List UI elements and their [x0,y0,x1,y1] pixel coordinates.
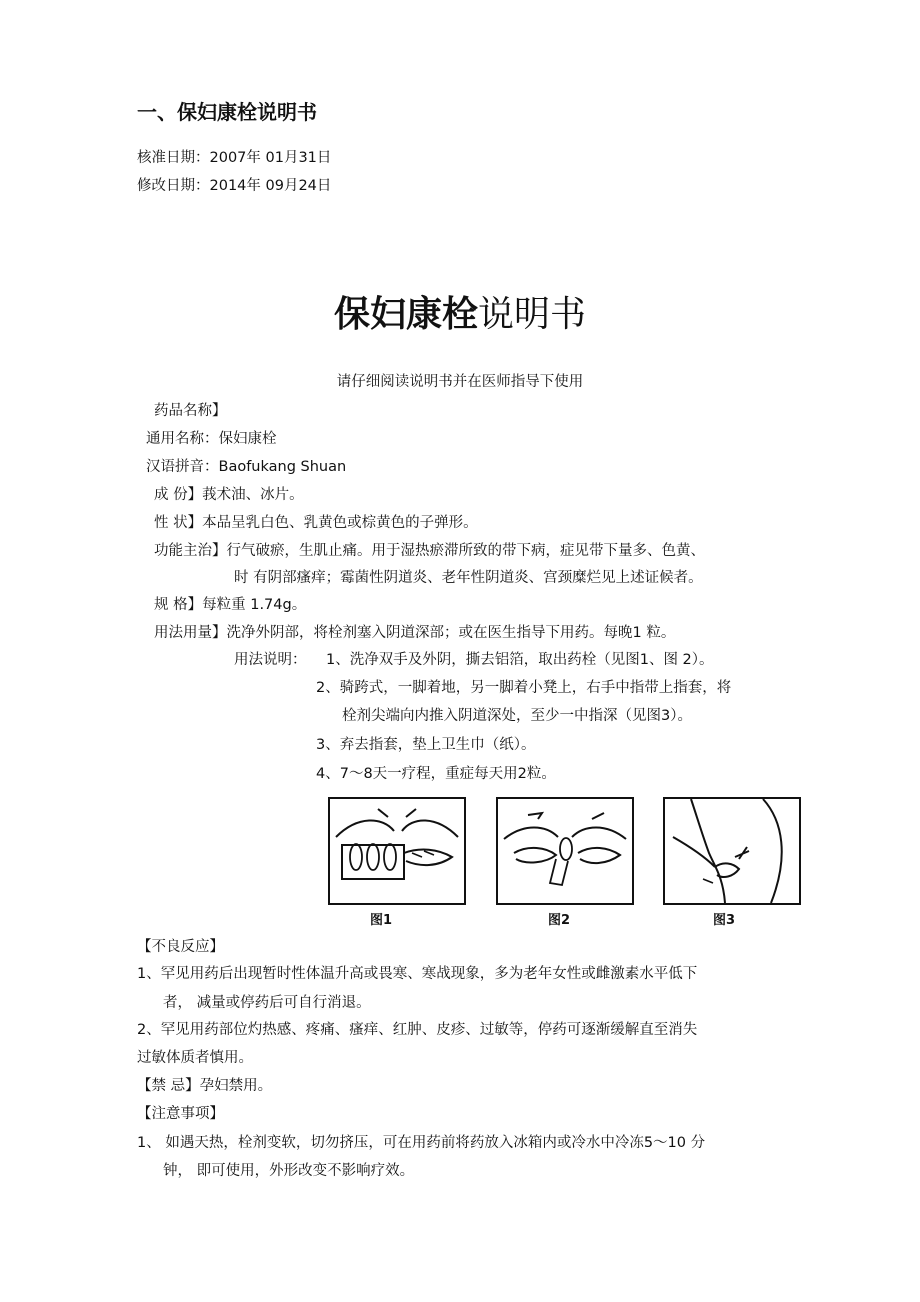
usage-step-1: 1、洗净双手及外阴，撕去铝箔，取出药栓（见图1、图 2）。 [326,652,714,668]
usage-step-4: 4、7～8天一疗程，重症每天用2粒。 [316,766,556,782]
usage-step-3: 3、弃去指套，垫上卫生巾（纸）。 [316,737,536,753]
generic-name: 通用名称：保妇康栓 [146,431,277,447]
indications-line1: 功能主治】行气破瘀，生肌止痛。用于湿热瘀滞所致的带下病，症见带下量多、色黄、 [154,543,705,559]
usage-step-2-line1: 2、骑跨式，一脚着地，另一脚着小凳上，右手中指带上指套，将 [316,680,732,696]
document-title-bold: 保妇康栓 [333,294,478,335]
approval-date: 核准日期：2007年 01月31日 [137,150,332,166]
precaution-item-1-line1: 1、 如遇天热，栓剂变软，切勿挤压，可在用药前将药放入冰箱内或冷水中冷冻5～10 分 [137,1135,706,1151]
section-title: 一、保妇康栓说明书 [137,100,317,124]
figure-1 [328,797,466,928]
usage-figures [0,797,920,932]
drug-name-header: 药品名称】 [154,403,227,419]
usage-step-2-line2: 栓剂尖端向内推入阴道深处，至少一中指深（见图3）。 [342,708,692,724]
dosage: 用法用量】洗净外阴部，将栓剂塞入阴道深部；或在医生指导下用药。每晚1 粒。 [154,625,676,641]
figure-3-illustration [663,797,801,905]
precautions-header: 【注意事项】 [137,1106,224,1122]
properties: 性 状】本品呈乳白色、乳黄色或棕黄色的子弹形。 [154,515,478,531]
figure-3-label: 图3 [713,913,736,928]
adverse-item-1-line1: 1、罕见用药后出现暂时性体温升高或畏寒、寒战现象，多为老年女性或雌激素水平低下 [137,966,698,982]
figure-2-label: 图2 [548,913,571,928]
figure-1-label: 图1 [370,913,393,928]
usage-header: 用法说明： [234,652,307,668]
adverse-item-2-line1: 2、罕见用药部位灼热感、疼痛、瘙痒、红肿、皮疹、过敏等，停药可逐渐缓解直至消失 [137,1022,698,1038]
document-title-rest: 说明书 [478,294,587,335]
figure-2-illustration [496,797,634,905]
indications-line2: 时 有阴部瘙痒；霉菌性阴道炎、老年性阴道炎、宫颈糜烂见上述证候者。 [234,570,703,586]
document-title [0,286,920,337]
figure-3 [663,797,801,928]
subtitle: 请仔细阅读说明书并在医师指导下使用 [336,374,584,390]
pinyin-name: 汉语拼音：Baofukang Shuan [146,459,347,475]
precaution-item-1-line2: 钟， 即可使用，外形改变不影响疗效。 [163,1163,415,1179]
adverse-item-1-line2: 者， 减量或停药后可自行消退。 [163,995,371,1011]
contraindications: 【禁 忌】孕妇禁用。 [137,1078,273,1094]
revision-date: 修改日期：2014年 09月24日 [137,178,332,194]
figure-1-illustration [328,797,466,905]
figure-2 [496,797,634,928]
ingredients: 成 份】莪术油、冰片。 [154,487,304,503]
adverse-item-2-line2: 过敏体质者慎用。 [137,1050,253,1066]
adverse-reactions-header: 【不良反应】 [137,939,224,955]
specification: 规 格】每粒重 1.74g。 [154,597,307,613]
